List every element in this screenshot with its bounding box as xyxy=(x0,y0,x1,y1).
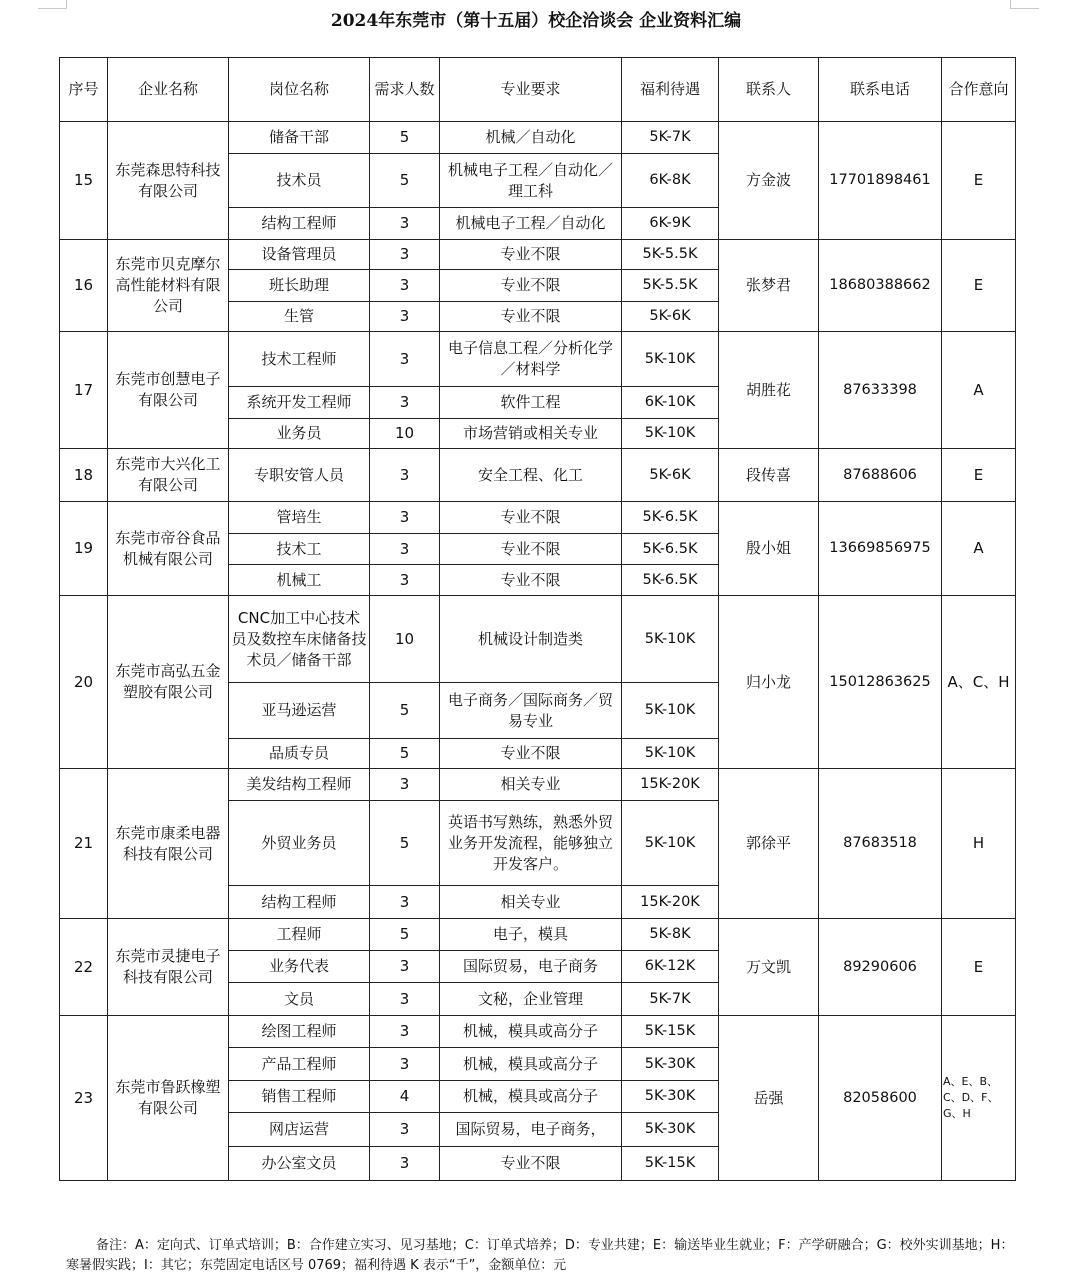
cooperation-intent: E xyxy=(942,240,1016,332)
job-salary: 5K-30K xyxy=(622,1113,719,1147)
job-count: 5 xyxy=(370,739,440,769)
cooperation-intent: H xyxy=(942,769,1016,919)
job-title: 办公室文员 xyxy=(229,1147,370,1181)
contact-person: 殷小姐 xyxy=(719,502,819,596)
contact-person: 方金波 xyxy=(719,122,819,240)
job-major: 电子信息工程／分析化学／材料学 xyxy=(440,332,622,387)
job-salary: 5K-15K xyxy=(622,1147,719,1181)
job-count: 5 xyxy=(370,683,440,739)
company-name: 东莞市贝克摩尔高性能材料有限公司 xyxy=(108,240,229,332)
job-title: 技术工 xyxy=(229,534,370,565)
job-title: 品质专员 xyxy=(229,739,370,769)
job-salary: 5K-30K xyxy=(622,1048,719,1081)
row-number: 21 xyxy=(60,769,108,919)
job-salary: 5K-10K xyxy=(622,739,719,769)
job-title: 绘图工程师 xyxy=(229,1016,370,1048)
job-title: 班长助理 xyxy=(229,270,370,302)
job-major: 专业不限 xyxy=(440,1147,622,1181)
contact-phone: 87683518 xyxy=(819,769,942,919)
job-salary: 15K-20K xyxy=(622,886,719,919)
job-count: 10 xyxy=(370,419,440,449)
job-title: 专职安管人员 xyxy=(229,449,370,502)
job-title: 设备管理员 xyxy=(229,240,370,270)
job-salary: 5K-6.5K xyxy=(622,502,719,534)
job-count: 3 xyxy=(370,502,440,534)
company-name: 东莞森思特科技有限公司 xyxy=(108,122,229,240)
company-name: 东莞市鲁跃橡塑有限公司 xyxy=(108,1016,229,1181)
header-cell: 企业名称 xyxy=(108,58,229,122)
job-count: 3 xyxy=(370,1016,440,1048)
cooperation-intent: E xyxy=(942,919,1016,1016)
job-major: 专业不限 xyxy=(440,534,622,565)
cooperation-intent: E xyxy=(942,449,1016,502)
job-count: 5 xyxy=(370,122,440,154)
job-salary: 5K-6.5K xyxy=(622,565,719,596)
job-title: 文员 xyxy=(229,983,370,1016)
job-salary: 5K-10K xyxy=(622,596,719,683)
footnote: 备注：A：定向式、订单式培训；B：合作建立实习、见习基地；C：订单式培养；D：专业共建；E：输送毕业生就业；F：产学研融合；G：校外实训基地；H：寒暑假实践；I：其它；东莞固定电话区号 0769；福利待遇 K 表示“千”，金额单位：元 xyxy=(66,1238,1014,1273)
row-number: 19 xyxy=(60,502,108,596)
job-salary: 6K-8K xyxy=(622,154,719,208)
company-name: 东莞市创慧电子有限公司 xyxy=(108,332,229,449)
job-count: 3 xyxy=(370,951,440,983)
job-count: 3 xyxy=(370,1147,440,1181)
header-cell: 福利待遇 xyxy=(622,58,719,122)
table-header-row xyxy=(60,58,1016,122)
table-row xyxy=(60,449,1016,502)
crop-mark-right xyxy=(1010,0,1039,9)
contact-phone: 18680388662 xyxy=(819,240,942,332)
job-count: 3 xyxy=(370,1048,440,1081)
job-salary: 5K-8K xyxy=(622,919,719,951)
job-title: 技术员 xyxy=(229,154,370,208)
job-count: 3 xyxy=(370,449,440,502)
header-cell: 岗位名称 xyxy=(229,58,370,122)
contact-person: 岳强 xyxy=(719,1016,819,1181)
job-title: 亚马逊运营 xyxy=(229,683,370,739)
job-salary: 5K-10K xyxy=(622,683,719,739)
job-salary: 5K-6K xyxy=(622,449,719,502)
crop-mark-left xyxy=(38,0,67,9)
job-salary: 5K-10K xyxy=(622,801,719,886)
row-number: 20 xyxy=(60,596,108,769)
job-salary: 5K-5.5K xyxy=(622,270,719,302)
header-cell: 需求人数 xyxy=(370,58,440,122)
job-major: 专业不限 xyxy=(440,739,622,769)
table-row xyxy=(60,502,1016,534)
job-title: 外贸业务员 xyxy=(229,801,370,886)
job-count: 10 xyxy=(370,596,440,683)
table-row xyxy=(60,769,1016,801)
job-salary: 15K-20K xyxy=(622,769,719,801)
table-row xyxy=(60,1016,1016,1048)
job-major: 专业不限 xyxy=(440,270,622,302)
job-count: 4 xyxy=(370,1081,440,1113)
contact-person: 张梦君 xyxy=(719,240,819,332)
job-salary: 6K-12K xyxy=(622,951,719,983)
cooperation-intent: A xyxy=(942,332,1016,449)
contact-phone: 82058600 xyxy=(819,1016,942,1181)
contact-person: 万文凯 xyxy=(719,919,819,1016)
job-title: 技术工程师 xyxy=(229,332,370,387)
table-row xyxy=(60,596,1016,683)
job-major: 国际贸易，电子商务 xyxy=(440,951,622,983)
job-salary: 5K-5.5K xyxy=(622,240,719,270)
job-major: 市场营销或相关专业 xyxy=(440,419,622,449)
table-row xyxy=(60,240,1016,270)
table-row xyxy=(60,332,1016,387)
job-title: 储备干部 xyxy=(229,122,370,154)
table-row xyxy=(60,919,1016,951)
job-title: 工程师 xyxy=(229,919,370,951)
job-major: 电子，模具 xyxy=(440,919,622,951)
job-title: 业务员 xyxy=(229,419,370,449)
job-title: CNC加工中心技术员及数控车床储备技术员／储备干部 xyxy=(229,596,370,683)
job-count: 3 xyxy=(370,534,440,565)
job-count: 3 xyxy=(370,270,440,302)
job-count: 3 xyxy=(370,387,440,419)
contact-person: 段传喜 xyxy=(719,449,819,502)
company-name: 东莞市康柔电器科技有限公司 xyxy=(108,769,229,919)
header-cell: 序号 xyxy=(60,58,108,122)
company-name: 东莞市灵捷电子科技有限公司 xyxy=(108,919,229,1016)
job-salary: 6K-10K xyxy=(622,387,719,419)
job-salary: 5K-30K xyxy=(622,1081,719,1113)
job-major: 安全工程、化工 xyxy=(440,449,622,502)
job-count: 3 xyxy=(370,1113,440,1147)
job-count: 3 xyxy=(370,302,440,332)
job-salary: 5K-7K xyxy=(622,122,719,154)
job-major: 相关专业 xyxy=(440,886,622,919)
job-title: 生管 xyxy=(229,302,370,332)
contact-person: 郭徐平 xyxy=(719,769,819,919)
job-count: 3 xyxy=(370,769,440,801)
cooperation-intent: A、C、H xyxy=(942,596,1016,769)
contact-phone: 87633398 xyxy=(819,332,942,449)
job-major: 机械电子工程／自动化 xyxy=(440,208,622,240)
job-major: 机械／自动化 xyxy=(440,122,622,154)
job-count: 5 xyxy=(370,919,440,951)
job-major: 机械，模具或高分子 xyxy=(440,1081,622,1113)
job-count: 3 xyxy=(370,565,440,596)
job-salary: 5K-10K xyxy=(622,332,719,387)
job-major: 文秘，企业管理 xyxy=(440,983,622,1016)
company-table xyxy=(59,57,1016,1181)
job-title: 网店运营 xyxy=(229,1113,370,1147)
job-title: 管培生 xyxy=(229,502,370,534)
header-cell: 专业要求 xyxy=(440,58,622,122)
contact-person: 归小龙 xyxy=(719,596,819,769)
job-title: 系统开发工程师 xyxy=(229,387,370,419)
job-count: 3 xyxy=(370,886,440,919)
job-count: 5 xyxy=(370,154,440,208)
job-major: 软件工程 xyxy=(440,387,622,419)
job-title: 销售工程师 xyxy=(229,1081,370,1113)
job-title: 业务代表 xyxy=(229,951,370,983)
job-salary: 5K-6K xyxy=(622,302,719,332)
row-number: 16 xyxy=(60,240,108,332)
job-major: 机械，模具或高分子 xyxy=(440,1048,622,1081)
job-salary: 5K-10K xyxy=(622,419,719,449)
cooperation-intent: E xyxy=(942,122,1016,240)
job-major: 专业不限 xyxy=(440,502,622,534)
contact-phone: 17701898461 xyxy=(819,122,942,240)
header-cell: 联系人 xyxy=(719,58,819,122)
cooperation-intent: A xyxy=(942,502,1016,596)
header-cell: 联系电话 xyxy=(819,58,942,122)
row-number: 18 xyxy=(60,449,108,502)
row-number: 23 xyxy=(60,1016,108,1181)
job-major: 专业不限 xyxy=(440,302,622,332)
job-count: 3 xyxy=(370,240,440,270)
contact-phone: 15012863625 xyxy=(819,596,942,769)
job-major: 专业不限 xyxy=(440,565,622,596)
job-major: 国际贸易，电子商务， xyxy=(440,1113,622,1147)
row-number: 15 xyxy=(60,122,108,240)
job-title: 产品工程师 xyxy=(229,1048,370,1081)
contact-phone: 89290606 xyxy=(819,919,942,1016)
job-major: 机械电子工程／自动化／理工科 xyxy=(440,154,622,208)
cooperation-intent: A、E、B、C、D、F、G、H xyxy=(942,1016,1016,1181)
job-salary: 5K-15K xyxy=(622,1016,719,1048)
job-major: 专业不限 xyxy=(440,240,622,270)
job-major: 相关专业 xyxy=(440,769,622,801)
company-name: 东莞市大兴化工有限公司 xyxy=(108,449,229,502)
job-count: 5 xyxy=(370,801,440,886)
row-number: 22 xyxy=(60,919,108,1016)
document-title: 2024年东莞市（第十五届）校企洽谈会 企业资料汇编 xyxy=(330,11,742,31)
job-title: 结构工程师 xyxy=(229,208,370,240)
job-count: 3 xyxy=(370,332,440,387)
job-count: 3 xyxy=(370,208,440,240)
job-major: 英语书写熟练，熟悉外贸业务开发流程，能够独立开发客户。 xyxy=(440,801,622,886)
job-title: 美发结构工程师 xyxy=(229,769,370,801)
job-major: 电子商务／国际商务／贸易专业 xyxy=(440,683,622,739)
job-salary: 6K-9K xyxy=(622,208,719,240)
company-name: 东莞市帝谷食品机械有限公司 xyxy=(108,502,229,596)
job-major: 机械，模具或高分子 xyxy=(440,1016,622,1048)
contact-person: 胡胜花 xyxy=(719,332,819,449)
table-row xyxy=(60,122,1016,154)
header-cell: 合作意向 xyxy=(942,58,1016,122)
row-number: 17 xyxy=(60,332,108,449)
job-salary: 5K-7K xyxy=(622,983,719,1016)
job-title: 结构工程师 xyxy=(229,886,370,919)
job-salary: 5K-6.5K xyxy=(622,534,719,565)
contact-phone: 13669856975 xyxy=(819,502,942,596)
company-name: 东莞市高弘五金塑胶有限公司 xyxy=(108,596,229,769)
contact-phone: 87688606 xyxy=(819,449,942,502)
job-major: 机械设计制造类 xyxy=(440,596,622,683)
job-count: 3 xyxy=(370,983,440,1016)
job-title: 机械工 xyxy=(229,565,370,596)
